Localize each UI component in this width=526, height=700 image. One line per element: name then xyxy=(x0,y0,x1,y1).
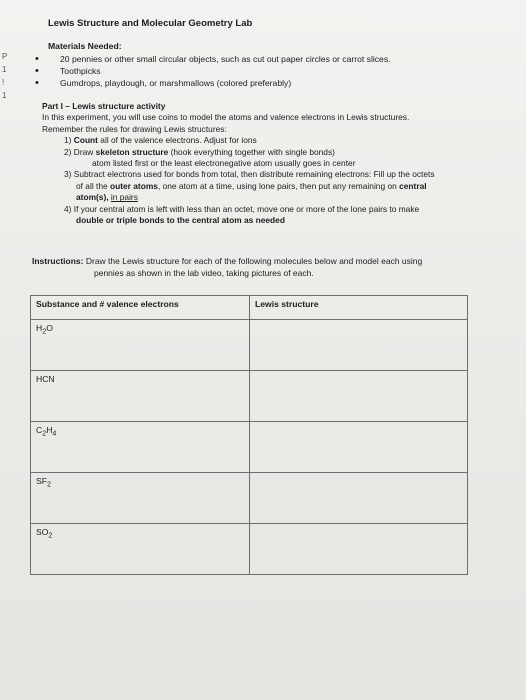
step-bold: double or triple bonds to the central atom as needed xyxy=(76,215,285,226)
step-text: 4) If your central atom is left with less than an octet, move one or more of the lone pairs to make xyxy=(64,203,420,214)
step-bold: skeleton structure xyxy=(95,146,169,157)
table-row xyxy=(31,422,468,473)
formula-sub: 2 xyxy=(42,327,47,336)
step-bold: Count xyxy=(73,135,98,146)
header-lewis: Lewis structure xyxy=(250,296,468,320)
table-header-row xyxy=(31,296,468,320)
lewis-cell[interactable] xyxy=(250,473,468,524)
lewis-cell[interactable] xyxy=(250,422,468,473)
lewis-cell[interactable] xyxy=(250,371,468,422)
step-text: , one atom at a time, using lone pairs, then put any remaining on xyxy=(157,180,400,191)
formula-sub: 4 xyxy=(52,429,57,438)
step-bold: outer atoms xyxy=(110,180,158,191)
step-number: 1) xyxy=(64,135,74,146)
formula: C xyxy=(36,425,43,435)
part1-section xyxy=(42,101,512,226)
table-row xyxy=(31,524,468,575)
edge-mark: 1 xyxy=(2,65,7,74)
formula-sub: 2 xyxy=(48,531,53,540)
list-item: • Toothpicks xyxy=(48,65,391,77)
formula: H xyxy=(36,323,43,333)
step-text: 3) Subtract electrons used for bonds from total, then distribute remaining electrons: Fill up the octets xyxy=(64,169,435,180)
substance-cell[interactable] xyxy=(31,524,250,575)
substance-cell[interactable] xyxy=(31,422,250,473)
step-bold: central xyxy=(399,180,427,191)
instructions-label: Instructions: xyxy=(32,256,84,266)
edge-mark: 1 xyxy=(2,91,7,100)
instructions-text: Draw the Lewis structure for each of the following molecules below and model each using xyxy=(83,256,423,266)
rule-step-4 xyxy=(64,204,512,227)
edge-mark: ! xyxy=(2,78,5,87)
rule-step-3 xyxy=(64,169,512,203)
table-row xyxy=(31,371,468,422)
materials-header: Materials Needed: xyxy=(48,41,122,51)
formula: HCN xyxy=(36,374,55,384)
lewis-cell[interactable] xyxy=(250,524,468,575)
rules-list xyxy=(64,135,512,226)
part1-header: Part I – Lewis structure activity xyxy=(42,101,166,111)
materials-list xyxy=(48,53,391,89)
formula-sub: 2 xyxy=(42,429,47,438)
page-title: Lewis Structure and Molecular Geometry Lab xyxy=(48,18,253,29)
step-text: all of the valence electrons. Adjust for ions xyxy=(97,135,257,146)
step-bold: atom(s), xyxy=(76,192,111,203)
step-text: (hook everything together with single bonds) xyxy=(168,146,335,157)
formula: SO xyxy=(36,527,49,537)
edge-marks xyxy=(2,50,7,102)
edge-mark: P xyxy=(2,52,8,61)
instructions-section xyxy=(32,255,502,279)
step-text: of all the xyxy=(76,180,110,191)
part1-intro: In this experiment, you will use coins to model the atoms and valence electrons in Lewis structures. xyxy=(42,112,410,123)
step-underlined: in pairs xyxy=(110,192,138,203)
rule-step-1 xyxy=(64,135,512,146)
formula: H xyxy=(46,425,53,435)
lewis-table xyxy=(30,295,468,575)
materials-section xyxy=(48,41,391,89)
table-row xyxy=(31,320,468,371)
substance-cell[interactable] xyxy=(31,371,250,422)
list-item: • 20 pennies or other small circular objects, such as cut out paper circles or carrot slices. xyxy=(48,53,391,65)
substance-cell[interactable] xyxy=(31,473,250,524)
instructions-text: pennies as shown in the lab video, taking pictures of each. xyxy=(94,268,314,278)
substance-cell[interactable] xyxy=(31,320,250,371)
lewis-cell[interactable] xyxy=(250,320,468,371)
step-text: atom listed first or the least electronegative atom usually goes in center xyxy=(92,158,356,169)
header-substance: Substance and # valence electrons xyxy=(31,296,250,320)
part1-intro-rules: Remember the rules for drawing Lewis structures: xyxy=(42,123,227,134)
list-item: • Gumdrops, playdough, or marshmallows (colored preferably) xyxy=(48,77,391,89)
rule-step-2 xyxy=(64,147,512,170)
formula-sub: 2 xyxy=(46,480,51,489)
table-row xyxy=(31,473,468,524)
formula: SF xyxy=(36,476,47,486)
step-text: 2) Draw xyxy=(64,146,96,157)
formula: O xyxy=(46,323,53,333)
